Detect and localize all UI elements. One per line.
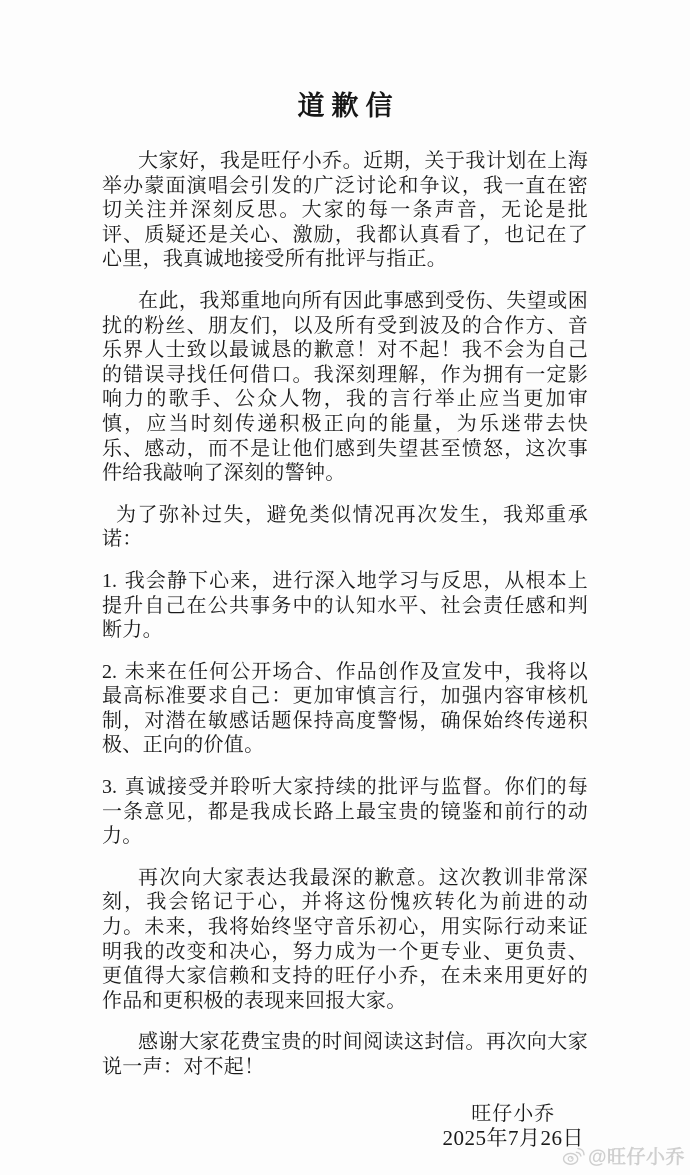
- watermark-handle: @旺仔小乔: [587, 1147, 685, 1168]
- pledge-intro-paragraph: 为了弥补过失，避免类似情况再次发生，我郑重承诺：: [102, 503, 588, 551]
- promise-text-3: 真诚接受并聆听大家持续的批评与监督。你们的每一条意见，都是我成长路上最宝贵的镜鉴和前行的动力。: [102, 776, 588, 848]
- weibo-watermark: [562, 1142, 685, 1169]
- weibo-logo-icon: [562, 1146, 585, 1166]
- promise-item-1: [102, 569, 588, 643]
- promise-text-1: 我会静下心来，进行深入地学习与反思，从根本上提升自己在公共事务中的认知水平、社会责任感和判断力。: [102, 569, 588, 642]
- opening-paragraph-1: 大家好，我是旺仔小乔。近期，关于我计划在上海举办蒙面演唱会引发的广泛讨论和争议，我一直在密切关注并深刻反思。大家的每一条声音，无论是批评、质疑还是关心、激励，我都认真看了，也记在了心里，我真诚地接受所有批评与指正。: [102, 150, 588, 271]
- opening-paragraph-2: 在此，我郑重地向所有因此事感到受伤、失望或困扰的粉丝、朋友们，以及所有受到波及的合作方、音乐界人士致以最诚恳的歉意！对不起！我不会为自己的错误寻找任何借口。我深刻理解，作为拥有一定影响力的歌手、公众人物，我的言行举止应当更加审慎，应当时刻传递积极正向的能量，为乐迷带去快乐、感动，而不是让他们感到失望甚至愤怒，这次事件给我敲响了深刻的警钟。: [102, 289, 588, 485]
- promise-number-3: 3.: [102, 776, 117, 799]
- promise-number-1: 1.: [102, 569, 117, 592]
- closing-paragraph-2: 感谢大家花费宝贵的时间阅读这封信。再次向大家说一声：对不起！: [102, 1031, 588, 1078]
- signature-name: 旺仔小乔: [471, 1102, 556, 1125]
- signature-date: 2025年7月26日: [442, 1126, 584, 1151]
- promise-number-2: 2.: [102, 660, 117, 683]
- promise-item-2: [102, 660, 588, 758]
- promise-item-3: [102, 775, 588, 849]
- letter-title: 道歉信: [297, 91, 400, 121]
- closing-paragraph-1: 再次向大家表达我最深的歉意。这次教训非常深刻，我会铭记于心，并将这份愧疚转化为前进的动力。未来，我将始终坚守音乐初心，用实际行动来证明我的改变和决心，努力成为一个更专业、更负责、更值得大家信赖和支持的旺仔小乔，在未来用更好的作品和更积极的表现来回报大家。: [102, 866, 588, 1012]
- promise-text-2: 未来在任何公开场合、作品创作及宣发中，我将以最高标准要求自己：更加审慎言行，加强内容审核机制，对潜在敏感话题保持高度警惕，确保始终传递积极、正向的价值。: [102, 660, 588, 757]
